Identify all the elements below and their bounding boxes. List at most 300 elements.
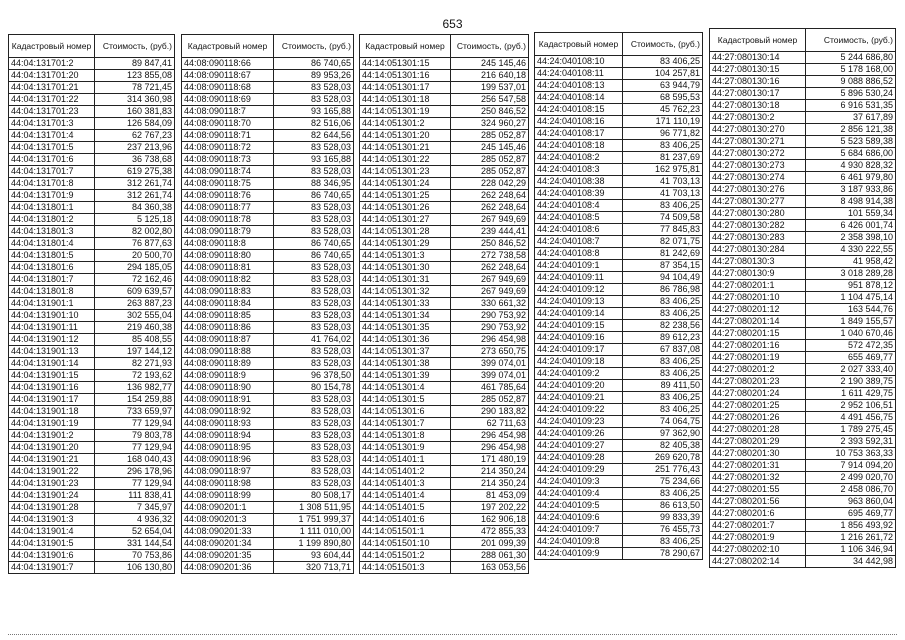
- header-cost: Стоимость, (руб.): [451, 35, 529, 58]
- cadastral-number: 44:14:051401:4: [360, 490, 451, 502]
- cost-value: 6 916 531,35: [806, 100, 896, 112]
- table-row: [9, 274, 175, 286]
- cadastral-number: 44:24:040108:3: [535, 164, 623, 176]
- table-row: [535, 368, 703, 380]
- cost-value: 96 378,50: [274, 370, 354, 382]
- header-cadastral: Кадастровый номер: [535, 33, 623, 56]
- cadastral-number: 44:08:090118:73: [182, 154, 274, 166]
- table-row: [182, 262, 354, 274]
- table-row: [182, 490, 354, 502]
- table-row: [182, 154, 354, 166]
- table-row: [360, 382, 529, 394]
- cost-value: 86 786,98: [623, 284, 703, 296]
- cost-value: 126 584,09: [95, 118, 175, 130]
- cadastral-number: 44:24:040109:20: [535, 380, 623, 392]
- table-row: [535, 272, 703, 284]
- cadastral-number: 44:14:051301:35: [360, 322, 451, 334]
- cost-value: 294 185,05: [95, 262, 175, 274]
- table-row: [710, 412, 896, 424]
- cadastral-number: 44:24:040109:23: [535, 416, 623, 428]
- cost-value: 82 271,93: [95, 358, 175, 370]
- table-row: [9, 454, 175, 466]
- cost-value: 296 454,98: [451, 442, 529, 454]
- table-row: [360, 286, 529, 298]
- table-row: [360, 418, 529, 430]
- cost-value: 269 620,78: [623, 452, 703, 464]
- cost-value: 461 785,64: [451, 382, 529, 394]
- table-row: [182, 178, 354, 190]
- cadastral-number: 44:14:051501:3: [360, 562, 451, 574]
- cadastral-number: 44:04:131901:7: [9, 562, 95, 574]
- cost-value: 2 393 592,31: [806, 436, 896, 448]
- table-row: [360, 310, 529, 322]
- cost-value: 37 617,89: [806, 112, 896, 124]
- cost-value: 83 406,25: [623, 140, 703, 152]
- table-row: [9, 490, 175, 502]
- table-row: [9, 538, 175, 550]
- table-row: [360, 394, 529, 406]
- cadastral-number: 44:27:080130:273: [710, 160, 806, 172]
- cost-value: 83 528,03: [274, 214, 354, 226]
- table-row: [360, 442, 529, 454]
- cadastral-number: 44:08:090118:96: [182, 454, 274, 466]
- table-row: [9, 310, 175, 322]
- cost-value: 94 104,49: [623, 272, 703, 284]
- cost-value: 472 855,33: [451, 526, 529, 538]
- table-row: [535, 224, 703, 236]
- cadastral-number: 44:04:131901:3: [9, 514, 95, 526]
- table-row: [360, 142, 529, 154]
- table-row: [182, 562, 354, 574]
- table-row: [710, 52, 896, 64]
- cost-value: 88 346,95: [274, 178, 354, 190]
- table-row: [9, 82, 175, 94]
- table-row: [360, 430, 529, 442]
- table-row: [710, 160, 896, 172]
- cadastral-number: 44:14:051301:28: [360, 226, 451, 238]
- cost-value: 1 040 670,46: [806, 328, 896, 340]
- cadastral-number: 44:08:090118:8: [182, 238, 274, 250]
- cadastral-number: 44:14:051301:5: [360, 394, 451, 406]
- cadastral-number: 44:27:080201:25: [710, 400, 806, 412]
- header-cadastral: Кадастровый номер: [182, 35, 274, 58]
- cost-value: 34 442,98: [806, 556, 896, 568]
- cadastral-number: 44:24:040109:6: [535, 512, 623, 524]
- table-row: [9, 406, 175, 418]
- cost-value: 8 498 914,38: [806, 196, 896, 208]
- cost-value: 285 052,87: [451, 394, 529, 406]
- cost-value: 4 936,32: [95, 514, 175, 526]
- cadastral-number: 44:27:080201:23: [710, 376, 806, 388]
- table-row: [9, 526, 175, 538]
- table-row: [710, 232, 896, 244]
- cadastral-number: 44:04:131701:4: [9, 130, 95, 142]
- cost-value: 93 604,44: [274, 550, 354, 562]
- cost-value: 81 237,69: [623, 152, 703, 164]
- cadastral-number: 44:14:051301:37: [360, 346, 451, 358]
- table-row: [535, 308, 703, 320]
- table-row: [535, 332, 703, 344]
- table-row: [9, 358, 175, 370]
- cadastral-number: 44:04:131701:20: [9, 70, 95, 82]
- cost-value: 83 406,25: [623, 200, 703, 212]
- cost-value: 9 088 886,52: [806, 76, 896, 88]
- cadastral-number: 44:24:040109:27: [535, 440, 623, 452]
- cadastral-number: 44:27:080201:30: [710, 448, 806, 460]
- table-row: [710, 292, 896, 304]
- table-row: [360, 250, 529, 262]
- cadastral-number: 44:04:131901:15: [9, 370, 95, 382]
- table-row: [710, 256, 896, 268]
- table-row: [182, 454, 354, 466]
- table-row: [360, 454, 529, 466]
- cost-value: 62 711,63: [451, 418, 529, 430]
- table-row: [535, 464, 703, 476]
- table-row: [182, 550, 354, 562]
- table-row: [360, 226, 529, 238]
- cadastral-number: 44:24:040109:9: [535, 548, 623, 560]
- table-row: [710, 352, 896, 364]
- cost-value: 296 454,98: [451, 334, 529, 346]
- table-row: [535, 80, 703, 92]
- header-row: [182, 35, 354, 58]
- table-row: [9, 262, 175, 274]
- cadastral-number: 44:27:080201:26: [710, 412, 806, 424]
- cadastral-number: 44:27:080130:277: [710, 196, 806, 208]
- cadastral-number: 44:24:040108:15: [535, 104, 623, 116]
- cadastral-number: 44:08:090201:34: [182, 538, 274, 550]
- table-row: [9, 226, 175, 238]
- table-row: [360, 106, 529, 118]
- cost-value: 86 740,65: [274, 58, 354, 70]
- table-row: [9, 442, 175, 454]
- cadastral-number: 44:27:080130:270: [710, 124, 806, 136]
- table-row: [360, 274, 529, 286]
- table-row: [182, 190, 354, 202]
- cost-value: 5 523 589,38: [806, 136, 896, 148]
- cost-value: 106 130,80: [95, 562, 175, 574]
- cost-value: 41 764,02: [274, 334, 354, 346]
- cost-value: 136 982,77: [95, 382, 175, 394]
- cost-value: 302 555,04: [95, 310, 175, 322]
- table-row: [9, 202, 175, 214]
- cost-value: 251 776,43: [623, 464, 703, 476]
- cadastral-number: 44:14:051301:8: [360, 430, 451, 442]
- cadastral-number: 44:08:090118:88: [182, 346, 274, 358]
- cost-value: 86 613,50: [623, 500, 703, 512]
- table-row: [535, 500, 703, 512]
- cost-value: 75 234,66: [623, 476, 703, 488]
- table-row: [360, 358, 529, 370]
- table-row: [9, 466, 175, 478]
- cost-value: 83 528,03: [274, 394, 354, 406]
- cost-value: 250 846,52: [451, 238, 529, 250]
- table-row: [182, 298, 354, 310]
- cost-value: 262 248,64: [451, 262, 529, 274]
- table-row: [360, 298, 529, 310]
- table-row: [710, 76, 896, 88]
- cost-value: 216 640,18: [451, 70, 529, 82]
- cost-value: 52 654,04: [95, 526, 175, 538]
- table-row: [535, 296, 703, 308]
- cost-value: 2 027 333,40: [806, 364, 896, 376]
- cadastral-number: 44:08:090201:3: [182, 514, 274, 526]
- cadastral-number: 44:24:040109:5: [535, 500, 623, 512]
- cadastral-number: 44:14:051301:27: [360, 214, 451, 226]
- cost-value: 82 238,56: [623, 320, 703, 332]
- table-row: [9, 58, 175, 70]
- cost-value: 285 052,87: [451, 130, 529, 142]
- table-row: [182, 214, 354, 226]
- table-row: [360, 346, 529, 358]
- cost-value: 245 145,46: [451, 142, 529, 154]
- page-number: 653: [442, 17, 463, 31]
- cost-value: 314 360,98: [95, 94, 175, 106]
- cost-value: 290 753,92: [451, 310, 529, 322]
- cost-value: 83 528,03: [274, 274, 354, 286]
- cadastral-number: 44:08:090118:93: [182, 418, 274, 430]
- table-row: [535, 212, 703, 224]
- table-row: [710, 424, 896, 436]
- cadastral-number: 44:27:080201:14: [710, 316, 806, 328]
- cost-value: 296 178,96: [95, 466, 175, 478]
- cadastral-number: 44:08:090118:9: [182, 370, 274, 382]
- cadastral-number: 44:24:040108:39: [535, 188, 623, 200]
- cost-value: 154 259,88: [95, 394, 175, 406]
- cost-value: 82 516,06: [274, 118, 354, 130]
- cadastral-number: 44:08:090118:84: [182, 298, 274, 310]
- table-row: [9, 286, 175, 298]
- table-row: [535, 140, 703, 152]
- cost-value: 83 406,25: [623, 404, 703, 416]
- cost-value: 83 528,03: [274, 286, 354, 298]
- cadastral-number: 44:24:040109:26: [535, 428, 623, 440]
- cost-value: 572 472,35: [806, 340, 896, 352]
- table-row: [360, 334, 529, 346]
- cadastral-number: 44:27:080130:280: [710, 208, 806, 220]
- cost-value: 163 544,76: [806, 304, 896, 316]
- cost-value: 2 856 121,38: [806, 124, 896, 136]
- cost-value: 1 789 275,45: [806, 424, 896, 436]
- cost-value: 330 661,32: [451, 298, 529, 310]
- cadastral-number: 44:04:131901:6: [9, 550, 95, 562]
- table-row: [710, 208, 896, 220]
- cadastral-number: 44:04:131701:6: [9, 154, 95, 166]
- cadastral-number: 44:24:040108:8: [535, 248, 623, 260]
- cadastral-number: 44:14:051301:22: [360, 154, 451, 166]
- table-row: [710, 124, 896, 136]
- cost-value: 331 144,54: [95, 538, 175, 550]
- cost-value: 1 216 261,72: [806, 532, 896, 544]
- table-row: [360, 166, 529, 178]
- table-row: [710, 400, 896, 412]
- cost-value: 273 650,75: [451, 346, 529, 358]
- table-row: [710, 112, 896, 124]
- table-row: [9, 298, 175, 310]
- table-row: [710, 100, 896, 112]
- cost-value: 4 930 828,32: [806, 160, 896, 172]
- table-row: [182, 382, 354, 394]
- cost-value: 86 740,65: [274, 238, 354, 250]
- cost-value: 83 528,03: [274, 166, 354, 178]
- cost-value: 197 202,22: [451, 502, 529, 514]
- table-row: [710, 340, 896, 352]
- header-row: [360, 35, 529, 58]
- cadastral-number: 44:27:080202:10: [710, 544, 806, 556]
- cadastral-number: 44:24:040109:17: [535, 344, 623, 356]
- cost-value: 83 528,03: [274, 142, 354, 154]
- table-row: [535, 116, 703, 128]
- cost-value: 77 129,94: [95, 418, 175, 430]
- table-row: [182, 274, 354, 286]
- cadastral-number: 44:14:051301:26: [360, 202, 451, 214]
- table-row: [535, 56, 703, 68]
- cost-value: 162 975,81: [623, 164, 703, 176]
- cadastral-number: 44:14:051301:2: [360, 118, 451, 130]
- table-row: [182, 334, 354, 346]
- cost-value: 5 244 686,80: [806, 52, 896, 64]
- cadastral-number: 44:14:051301:9: [360, 442, 451, 454]
- cost-value: 82 405,38: [623, 440, 703, 452]
- header-cadastral: Кадастровый номер: [360, 35, 451, 58]
- table-row: [710, 136, 896, 148]
- cadastral-number: 44:27:080130:283: [710, 232, 806, 244]
- cadastral-table-1: [8, 34, 175, 574]
- table-row: [9, 430, 175, 442]
- table-row: [9, 106, 175, 118]
- cadastral-number: 44:27:080201:1: [710, 280, 806, 292]
- cadastral-number: 44:27:080130:17: [710, 88, 806, 100]
- cost-value: 41 703,13: [623, 188, 703, 200]
- cadastral-number: 44:04:131701:21: [9, 82, 95, 94]
- cadastral-number: 44:24:040108:4: [535, 200, 623, 212]
- cadastral-number: 44:14:051301:36: [360, 334, 451, 346]
- cadastral-number: 44:04:131801:7: [9, 274, 95, 286]
- cost-value: 104 257,81: [623, 68, 703, 80]
- cadastral-number: 44:04:131901:23: [9, 478, 95, 490]
- table-row: [182, 370, 354, 382]
- table-row: [535, 524, 703, 536]
- cadastral-number: 44:04:131701:23: [9, 106, 95, 118]
- cost-value: 89 411,50: [623, 380, 703, 392]
- table-row: [710, 556, 896, 568]
- cost-value: 219 460,38: [95, 322, 175, 334]
- cost-value: 2 358 398,10: [806, 232, 896, 244]
- table-row: [360, 550, 529, 562]
- table-row: [710, 448, 896, 460]
- header-row: [9, 35, 175, 58]
- cadastral-number: 44:04:131701:22: [9, 94, 95, 106]
- cadastral-number: 44:27:080130:18: [710, 100, 806, 112]
- cost-value: 239 444,41: [451, 226, 529, 238]
- cost-value: 86 740,65: [274, 190, 354, 202]
- cadastral-number: 44:04:131901:2: [9, 430, 95, 442]
- cadastral-number: 44:04:131801:1: [9, 202, 95, 214]
- cost-value: 320 713,71: [274, 562, 354, 574]
- cost-value: 214 350,24: [451, 478, 529, 490]
- cost-value: 83 528,03: [274, 454, 354, 466]
- cadastral-number: 44:08:090118:91: [182, 394, 274, 406]
- cadastral-number: 44:04:131801:3: [9, 226, 95, 238]
- cadastral-table-2: [181, 34, 354, 574]
- cost-value: 237 213,96: [95, 142, 175, 154]
- cadastral-number: 44:08:090118:66: [182, 58, 274, 70]
- cost-value: 83 528,03: [274, 262, 354, 274]
- cost-value: 296 454,98: [451, 430, 529, 442]
- cost-value: 7 345,97: [95, 502, 175, 514]
- cadastral-number: 44:27:080130:276: [710, 184, 806, 196]
- cadastral-number: 44:27:080201:12: [710, 304, 806, 316]
- cost-value: 1 611 429,75: [806, 388, 896, 400]
- cost-value: 214 350,24: [451, 466, 529, 478]
- cadastral-number: 44:08:090118:80: [182, 250, 274, 262]
- cadastral-number: 44:08:090118:70: [182, 118, 274, 130]
- cadastral-table-4: [534, 32, 703, 560]
- cost-value: 86 740,65: [274, 250, 354, 262]
- cost-value: 83 528,03: [274, 406, 354, 418]
- cadastral-number: 44:08:090118:69: [182, 94, 274, 106]
- header-cadastral: Кадастровый номер: [710, 29, 806, 52]
- table-row: [535, 488, 703, 500]
- cadastral-number: 44:24:040108:10: [535, 56, 623, 68]
- table-row: [182, 514, 354, 526]
- cost-value: 83 528,03: [274, 346, 354, 358]
- cadastral-number: 44:27:080201:16: [710, 340, 806, 352]
- cadastral-number: 44:08:090118:89: [182, 358, 274, 370]
- cadastral-number: 44:24:040108:6: [535, 224, 623, 236]
- table-row: [9, 70, 175, 82]
- table-row: [182, 442, 354, 454]
- cadastral-number: 44:24:040108:13: [535, 80, 623, 92]
- cost-value: 2 499 020,70: [806, 472, 896, 484]
- header-cost: Стоимость, (руб.): [274, 35, 354, 58]
- table-row: [360, 118, 529, 130]
- table-row: [535, 188, 703, 200]
- table-row: [710, 520, 896, 532]
- cost-value: 83 528,03: [274, 358, 354, 370]
- cadastral-number: 44:04:131901:11: [9, 322, 95, 334]
- cadastral-number: 44:08:090201:1: [182, 502, 274, 514]
- cost-value: 399 074,01: [451, 370, 529, 382]
- cost-value: 6 461 979,80: [806, 172, 896, 184]
- cost-value: 272 738,58: [451, 250, 529, 262]
- cadastral-number: 44:04:131901:22: [9, 466, 95, 478]
- table-row: [710, 436, 896, 448]
- table-row: [9, 562, 175, 574]
- cadastral-number: 44:24:040108:17: [535, 128, 623, 140]
- cadastral-number: 44:27:080201:55: [710, 484, 806, 496]
- cost-value: 89 612,23: [623, 332, 703, 344]
- table-row: [360, 70, 529, 82]
- cadastral-number: 44:27:080201:2: [710, 364, 806, 376]
- cadastral-number: 44:04:131701:9: [9, 190, 95, 202]
- cost-value: 82 071,75: [623, 236, 703, 248]
- cadastral-number: 44:14:051301:38: [360, 358, 451, 370]
- cadastral-number: 44:04:131801:4: [9, 238, 95, 250]
- cost-value: 2 952 106,51: [806, 400, 896, 412]
- cadastral-number: 44:27:080130:9: [710, 268, 806, 280]
- cadastral-number: 44:04:131901:20: [9, 442, 95, 454]
- table-row: [710, 328, 896, 340]
- cadastral-number: 44:14:051301:34: [360, 310, 451, 322]
- cost-value: 82 644,56: [274, 130, 354, 142]
- cadastral-number: 44:04:131701:3: [9, 118, 95, 130]
- cost-value: 245 145,46: [451, 58, 529, 70]
- cadastral-number: 44:14:051301:24: [360, 178, 451, 190]
- table-row: [535, 356, 703, 368]
- cost-value: 171 110,19: [623, 116, 703, 128]
- table-row: [182, 82, 354, 94]
